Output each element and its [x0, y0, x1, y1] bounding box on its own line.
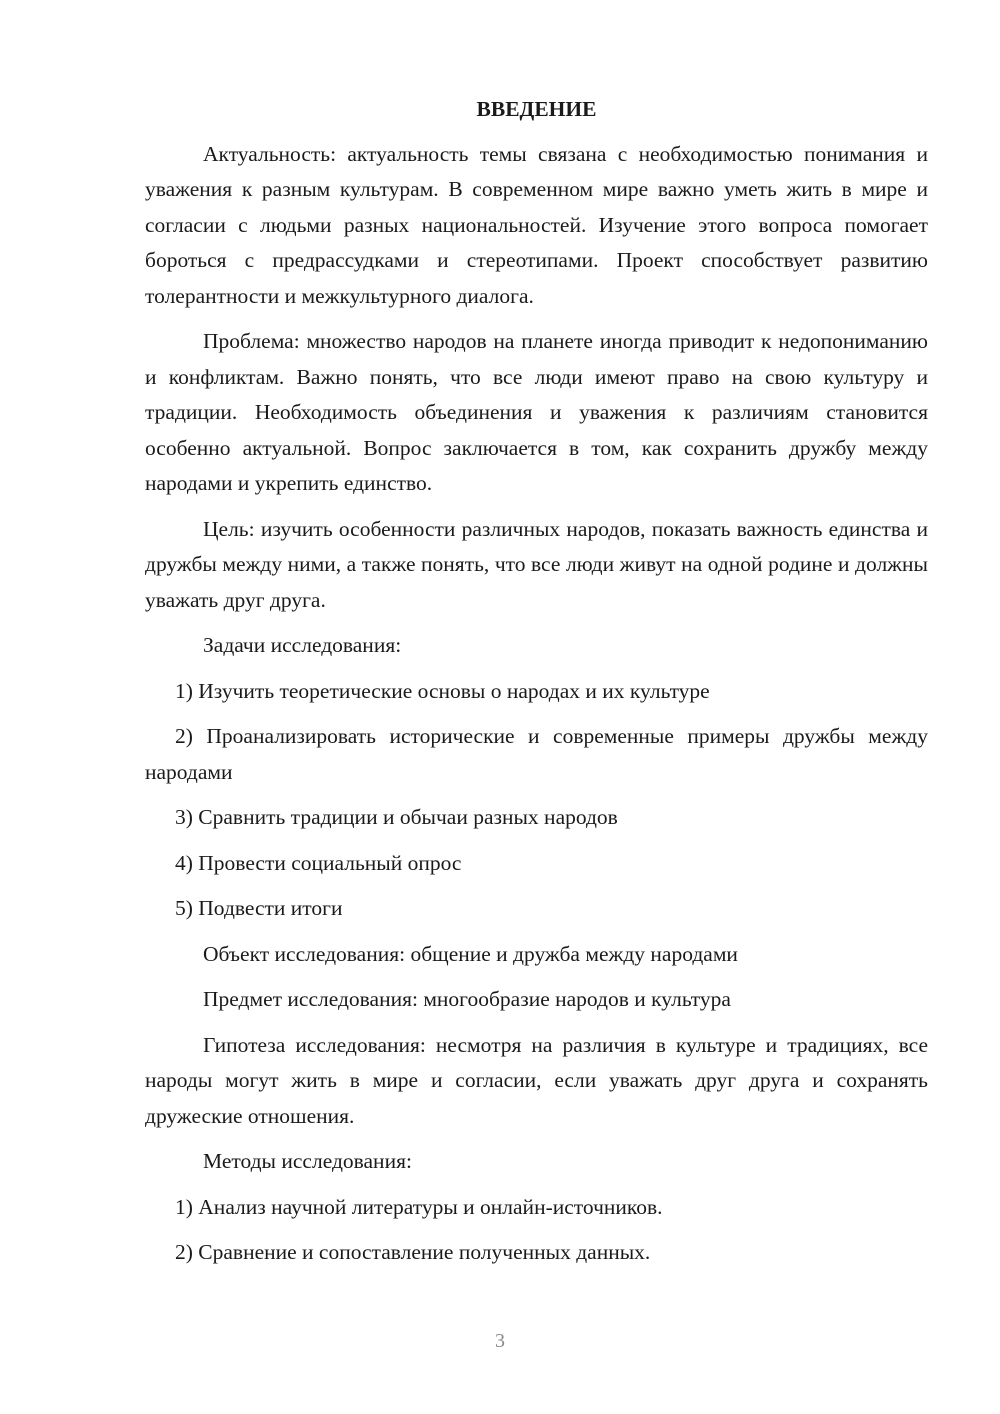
task-item: 5) Подвести итоги — [175, 896, 343, 920]
tasks-heading: Задачи исследования: — [203, 633, 402, 657]
page-title: ВВЕДЕНИЕ — [476, 97, 597, 121]
task-item: 4) Провести социальный опрос — [175, 850, 462, 875]
problem-paragraph: Проблема: множество народов на планете иногда приводит к недопониманию и конфликтам. Важно понять, что все люди имеют право на свою культуру и традиции. Необходимость объединения и уважения к различиям становится особенно актуальной. Вопрос заключается в том, как сохранить дружбу между народами и укрепить единство. — [145, 329, 928, 495]
subject-paragraph: Предмет исследования: многообразие народов и культура — [203, 987, 731, 1011]
page-content — [145, 92, 928, 1281]
method-item: 1) Анализ научной литературы и онлайн-источников. — [175, 1194, 663, 1219]
relevance-paragraph: Актуальность: актуальность темы связана с необходимостью понимания и уважения к разным культурам. В современном мире важно уметь жить в мире и согласии с людьми разных национальностей. Изучение этого вопроса помогает бороться с предрассудками и стереотипами. Проект способствует развитию толерантности и межкультурного диалога. — [145, 141, 928, 308]
page-number: 3 — [495, 1330, 505, 1352]
object-paragraph: Объект исследования: общение и дружба между народами — [203, 941, 738, 966]
task-item: 2) Проанализировать исторические и современные примеры дружбы между народами — [145, 724, 928, 784]
method-item: 2) Сравнение и сопоставление полученных данных. — [175, 1240, 651, 1264]
methods-heading: Методы исследования: — [203, 1149, 412, 1173]
task-item: 3) Сравнить традиции и обычаи разных народов — [175, 805, 618, 829]
hypothesis-paragraph: Гипотеза исследования: несмотря на различия в культуре и традициях, все народы могут жить в мире и согласии, если уважать друг друга и сохранять дружеские отношения. — [145, 1032, 928, 1128]
task-item: 1) Изучить теоретические основы о народах и их культуре — [175, 678, 710, 703]
goal-paragraph: Цель: изучить особенности различных народов, показать важность единства и дружбы между ними, а также понять, что все люди живут на одной родине и должны уважать друг друга. — [145, 516, 928, 612]
